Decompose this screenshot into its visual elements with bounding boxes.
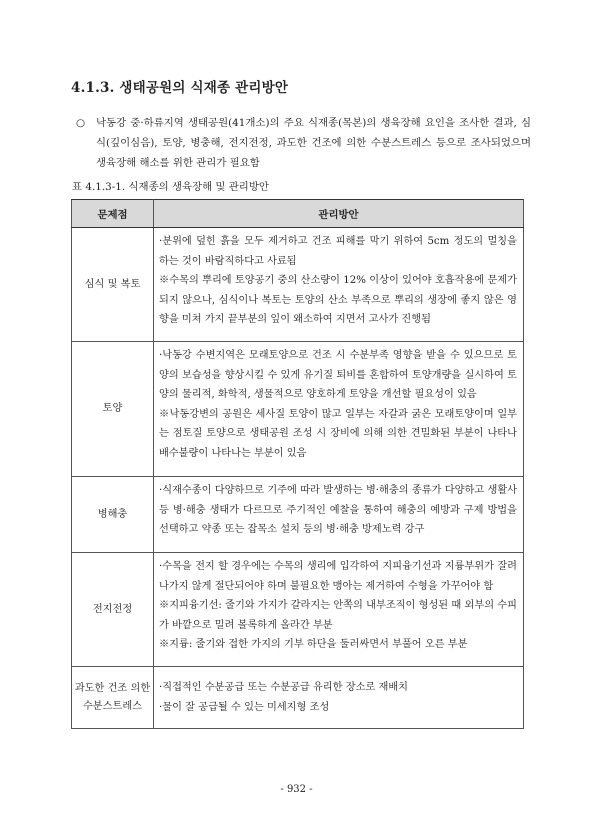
row-content bbox=[154, 553, 524, 667]
table-row bbox=[72, 342, 524, 477]
header-management: 관리방안 bbox=[154, 200, 524, 228]
intro-paragraph bbox=[76, 113, 531, 173]
row-category: 과도한 건조 의한 수분스트레스 bbox=[72, 667, 154, 729]
row-content bbox=[154, 477, 524, 553]
page-number: - 932 - bbox=[280, 784, 313, 795]
table-row bbox=[72, 667, 524, 729]
section-heading: 4.1.3. 생태공원의 식재종 관리방안 bbox=[71, 80, 289, 96]
row-category: 토양 bbox=[72, 342, 154, 477]
list-item: ※수목의 뿌리에 토양공기 중의 산소량이 12% 이상이 있어야 호흡작용에 문제가 되지 않으나, 심식이나 복토는 토양의 산소 부족으로 뿌리의 생장에 좋지 않은 영향을 미쳐 가지 끝부분의 잎이 왜소하여 지면서 고사가 진행됨 bbox=[159, 275, 517, 326]
row-category: 심식 및 복토 bbox=[72, 228, 154, 342]
row-category: 전지전정 bbox=[72, 553, 154, 667]
table-caption: 표 4.1.3-1. 식재종의 생육장해 및 관리방안 bbox=[72, 181, 269, 193]
intro-text: 낙동강 중·하류지역 생태공원(41개소)의 주요 식재종(목본)의 생육장해 요인을 조사한 결과, 심식(깊이심음), 토양, 병충해, 전지전정, 과도한 건조에 의한 수분스트레스 등으로 조사되었으며 생육장해 해소를 위한 관리가 필요함 bbox=[96, 117, 532, 169]
list-item: ※지피융기선: 줄기와 가지가 갈라지는 안쪽의 내부조직이 형성된 때 외부의 수피가 바깥으로 밀려 볼록하게 올라간 부분 bbox=[159, 600, 517, 631]
row-content bbox=[154, 342, 524, 477]
list-item: ·낙동강 수변지역은 모래토양으로 건조 시 수분부족 영향을 받을 수 있으므로 토양의 보습성을 향상시킬 수 있게 유기질 퇴비를 혼합하여 토양개량을 실시하여 토양의 물리적, 화학적, 생물적으로 양호하게 토양을 개선할 필요성이 있음 bbox=[159, 350, 517, 401]
row-category: 병해충 bbox=[72, 477, 154, 553]
row-content bbox=[154, 667, 524, 729]
table-row bbox=[72, 553, 524, 667]
management-table bbox=[71, 199, 524, 729]
list-item: ·식재수종이 다양하므로 기주에 따라 발생하는 병·해충의 종류가 다양하고 생활사 등 병·해충 생태가 다르므로 주기적인 예찰을 통하여 해충의 예방과 구제 방법을 선택하고 약종 또는 잡목소 설치 등의 병·해충 방제노력 강구 bbox=[159, 485, 517, 536]
list-item: ·분위에 덮힌 흙을 모두 제거하고 건조 피해를 막기 위하여 5cm 정도의 멀칭을 하는 것이 바람직하다고 사료됨 bbox=[159, 236, 517, 267]
table-row bbox=[72, 477, 524, 553]
list-item: ·수목을 전지 할 경우에는 수목의 생리에 입각하여 지피융기선과 지륭부위가 잘려나가지 않게 절단되어야 하며 불필요한 맹아는 제거하여 수형을 가꾸어야 함 bbox=[159, 561, 517, 592]
list-item: ※낙동강변의 공원은 세사질 토양이 많고 일부는 자갈과 굵은 모래토양이며 일부는 점토질 토양으로 생태공원 조성 시 장비에 의해 의한 견밀화된 부분이 나타나 배수불량이 나타나는 부분이 있음 bbox=[159, 408, 517, 459]
list-item: ·물이 잘 공급될 수 있는 미세지형 조성 bbox=[159, 701, 330, 713]
list-item: ·직접적인 수분공급 또는 수분공급 유리한 장소로 재배치 bbox=[159, 681, 409, 693]
list-item: ※지륭: 줄기와 접한 가지의 기부 하단을 둘러싸면서 부풀어 오른 부분 bbox=[159, 639, 468, 651]
header-problem: 문제점 bbox=[72, 200, 154, 228]
row-content bbox=[154, 228, 524, 342]
intro-bullet: ○ bbox=[76, 117, 86, 129]
table-row bbox=[72, 228, 524, 342]
table-header-row bbox=[72, 200, 524, 228]
